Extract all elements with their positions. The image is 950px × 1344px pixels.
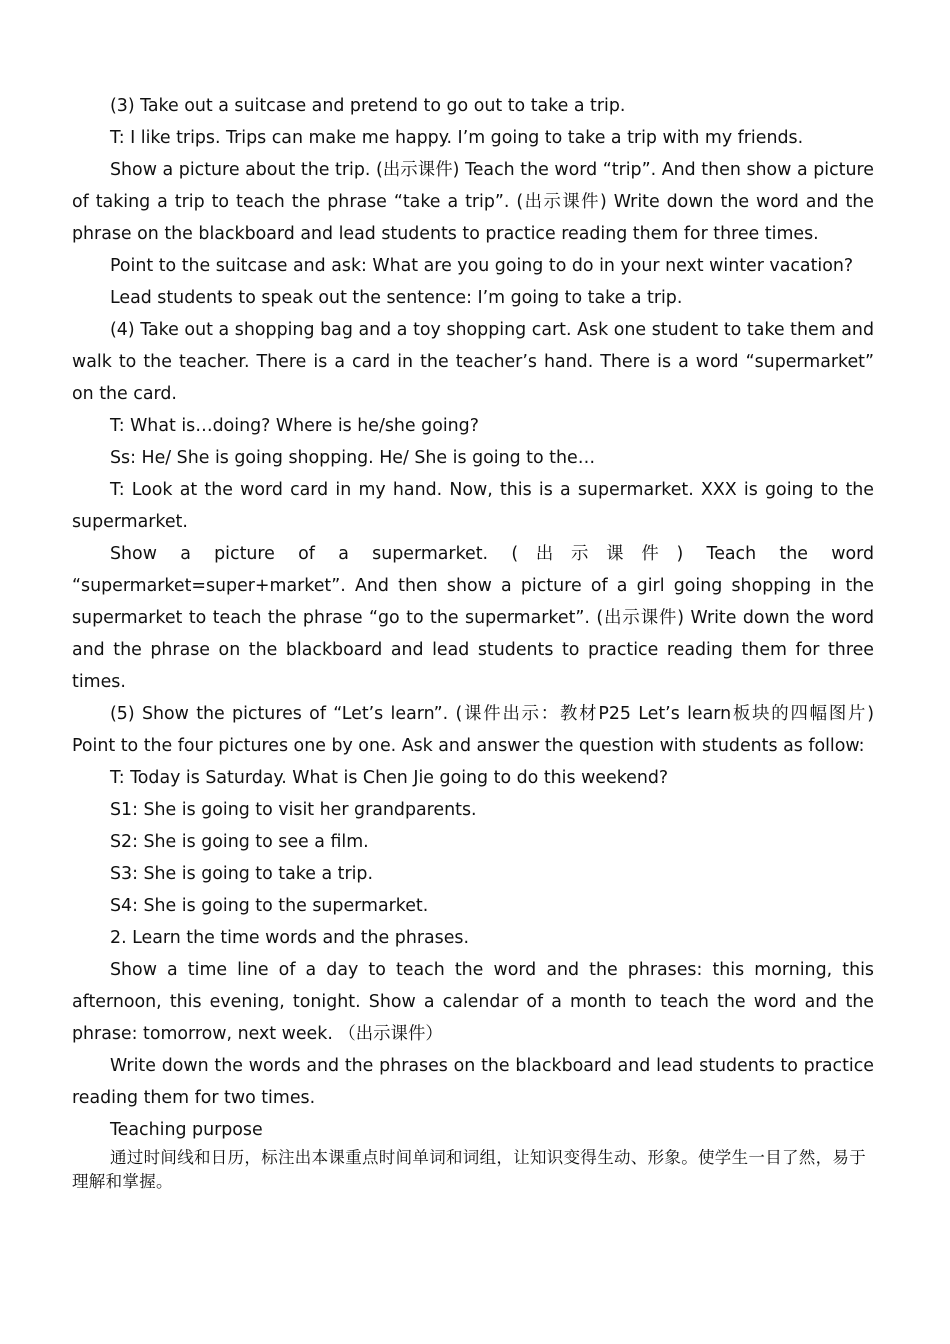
paragraph: T: Today is Saturday. What is Chen Jie going to do this weekend? <box>110 768 669 788</box>
document-page <box>72 90 874 1194</box>
teaching-purpose-heading: Teaching purpose <box>110 1120 263 1140</box>
paragraph: (4) Take out a shopping bag and a toy shopping cart. Ask one student to take them and walk to the teacher. There is a card in the teacher’s hand. There is a word “supermarket” on the card. <box>72 320 874 404</box>
paragraph: S3: She is going to take a trip. <box>110 864 373 884</box>
paragraph: (5) Show the pictures of “Let’s learn”. (课件出示：教材P25 Let’s learn板块的四幅图片) Point to the four pictures one by one. Ask and answer the question with students as follow: <box>72 704 874 756</box>
paragraph: 2. Learn the time words and the phrases. <box>110 928 470 948</box>
paragraph: Show a time line of a day to teach the word and the phrases: this morning, this afternoon, this evening, tonight. Show a calendar of a month to teach the word and the phrase: tomorrow, next week. （出示课件） <box>72 960 874 1044</box>
paragraph: S4: She is going to the supermarket. <box>110 896 429 916</box>
paragraph: Ss: He/ She is going shopping. He/ She is going to the… <box>110 448 596 468</box>
paragraph: T: I like trips. Trips can make me happy. I’m going to take a trip with my friends. <box>110 128 804 148</box>
paragraph: Show a picture of a supermarket. (出示课件) Teach the word “supermarket=super+market”. And then show a picture of a girl going shopping in the supermarket to teach the phrase “go to the supermarket”. (出示课件) Write down the word and the phrase on the blackboard and lead students to practice reading them for three times. <box>72 544 874 692</box>
paragraph: Show a picture about the trip. (出示课件) Teach the word “trip”. And then show a picture of taking a trip to teach the phrase “take a trip”. (出示课件) Write down the word and the phrase on the blackboard and lead students to practice reading them for three times. <box>72 160 874 244</box>
paragraph: Point to the suitcase and ask: What are you going to do in your next winter vacation? <box>110 256 854 276</box>
paragraph: Lead students to speak out the sentence: I’m going to take a trip. <box>110 288 683 308</box>
paragraph: T: Look at the word card in my hand. Now, this is a supermarket. XXX is going to the supermarket. <box>72 480 874 532</box>
paragraph: S2: She is going to see a film. <box>110 832 369 852</box>
teaching-purpose-text: 通过时间线和日历，标注出本课重点时间单词和词组，让知识变得生动、形象。使学生一目了然，易于理解和掌握。 <box>72 1148 866 1191</box>
paragraph: Write down the words and the phrases on the blackboard and lead students to practice reading them for two times. <box>72 1056 874 1108</box>
paragraph: (3) Take out a suitcase and pretend to go out to take a trip. <box>110 96 626 116</box>
paragraph: S1: She is going to visit her grandparents. <box>110 800 477 820</box>
paragraph: T: What is…doing? Where is he/she going? <box>110 416 479 436</box>
